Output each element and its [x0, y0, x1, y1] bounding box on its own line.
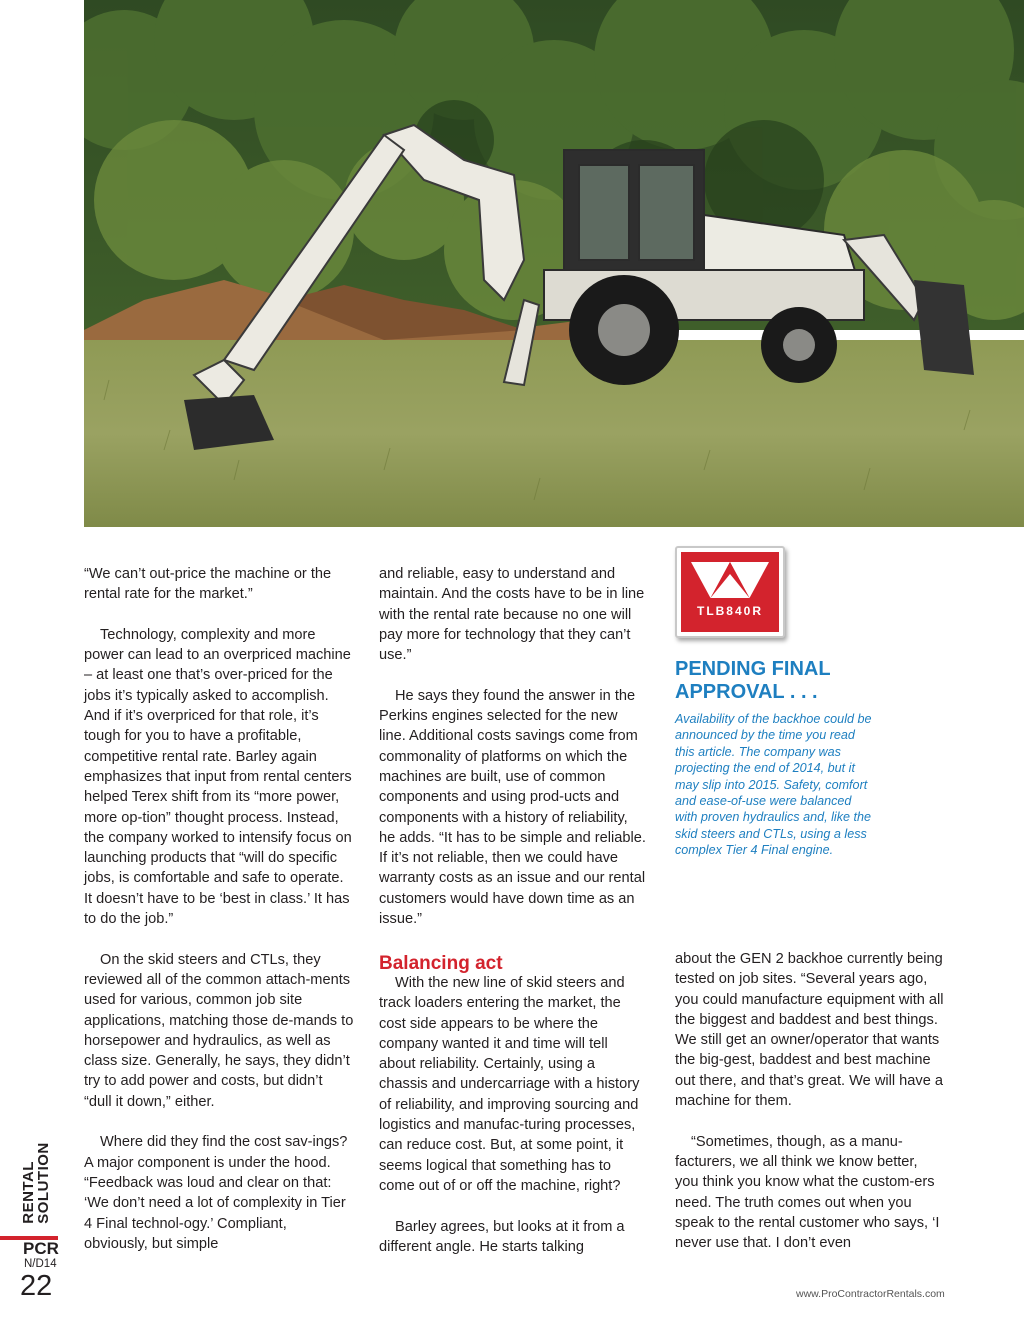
paragraph: about the GEN 2 backhoe currently being tested on job sites. “Several years ago, you could manufacture equipment with all the biggest and baddest and best things. We still get an owner/operator that wants the big-gest, baddest and best machine out there, and that’s great. We will have a machine for them.: [675, 951, 944, 1110]
paragraph: With the new line of skid steers and track loaders entering the market, the cost side appears to be where the company wanted it and time will tell about reliability. Certainly, using a chassis and undercarriage with a history of reliability, and improving sourcing and logistics and manufac-turing processes, can reduce cost. But, at some point, it seems logical that something has to come out of or off the machine, right?: [379, 975, 640, 1194]
paragraph: and reliable, easy to understand and maintain. And the costs have to be in line with the rental rate because no one will pay more for technology that they can’t use.”: [379, 566, 645, 664]
paragraph: On the skid steers and CTLs, they reviewed all of the common attach-ments used for various, common job site applications, matching those de-mands to horsepower and hydraulics, as well as class size. Generally, he says, they didn’t try to add power and costs, but didn’t “dull it down,” either.: [84, 951, 354, 1110]
paragraph: Technology, complexity and more power can lead to an overpriced machine – at least one that’s over-priced for the jobs it’s typically asked to accomplish. And if it’s overpriced for that role, it’s tough for you to have a profitable, competitive rental rate. Barley again emphasizes that input from rental centers helped Terex shift from its “more power, more op-tion” thought process. Instead, the company worked to intensify focus on launching products that “will do specific jobs, is comfortable and safe to operate. It doesn’t have to be ‘best in class.’ It has to do the job.”: [84, 626, 352, 928]
issue-label: N/D14: [24, 1258, 57, 1270]
paragraph: He says they found the answer in the Perkins engines selected for the new line. Additional costs savings come from commonality of platforms on which the machines are built, use of common components and using prod-ucts and components with a history of reliability, he adds. “It has to be simple and reliable. If it’s not reliable, then we could have warranty costs as an issue and our rental customers would have down time as an issue.”: [379, 687, 646, 928]
article-column-2-lower: [379, 951, 647, 1257]
section-label-line2: SOLUTION: [35, 1142, 52, 1224]
section-label-line1: RENTAL: [20, 1161, 37, 1224]
paragraph: Barley agrees, but looks at it from a different angle. He starts talking: [379, 1218, 625, 1255]
page-number: 22: [20, 1270, 53, 1302]
section-label: [8, 1130, 64, 1236]
sidebar-title: PENDING FINAL APPROVAL . . .: [675, 658, 831, 703]
paragraph: “Sometimes, though, as a manu-facturers, we all think we know better, you think you know what the custom-ers need. The truth comes out when you speak to the rental customer who says, ‘I never use that. I don’t even: [675, 1133, 940, 1252]
subhead-balancing-act: Balancing act: [379, 953, 503, 974]
website-url: www.ProContractorRentals.com: [796, 1288, 945, 1300]
article-column-2: [379, 564, 647, 929]
paragraph: Where did they find the cost sav-ings? A major component is under the hood. “Feedback was loud and clear on that: ‘We don’t need a lot of complexity in Tier 4 Final technol-ogy.’ Compliant, obviously, but simple: [84, 1134, 348, 1252]
magazine-name: PCR: [23, 1239, 59, 1258]
logo-model-label: TLB840R: [696, 604, 763, 618]
article-column-3: [675, 949, 945, 1253]
terex-logo-badge: [675, 546, 785, 638]
paragraph: “We can’t out-price the machine or the rental rate for the market.”: [84, 566, 332, 603]
article-column-1: [84, 564, 354, 1254]
sidebar-body: Availability of the backhoe could be announced by the time you read this article. The company was projecting the end of 2014, but it may slip into 2015. Safety, comfort and ease-of-use were balanced with proven hydraulics and, like the skid steers and CTLs, using a less complex Tier 4 Final engine.: [675, 712, 872, 858]
terex-logo-icon: [681, 552, 779, 632]
backhoe-photo: [84, 0, 1024, 527]
